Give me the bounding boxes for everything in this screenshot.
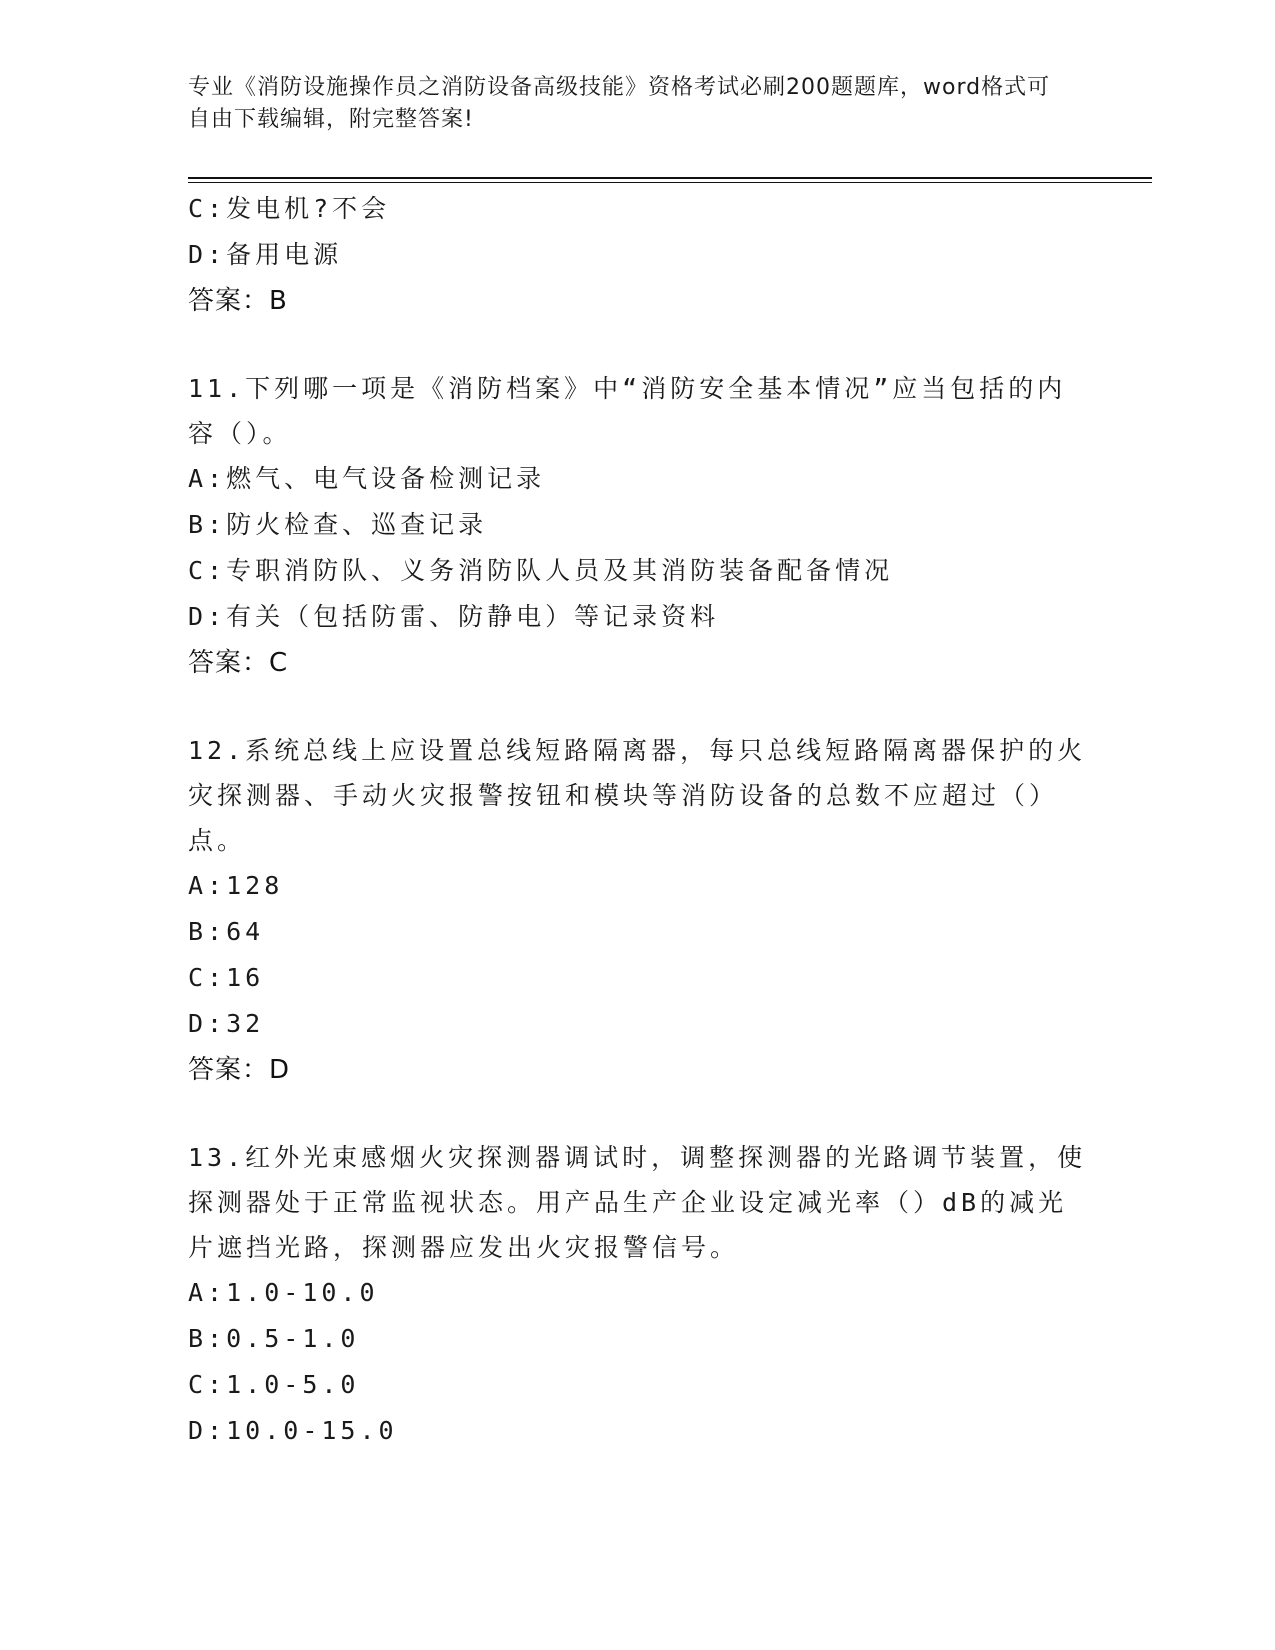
option-label: B:: [188, 1324, 227, 1353]
option-text: 发电机?不会: [226, 194, 391, 223]
option-b: [188, 502, 1088, 548]
question-content: [188, 186, 1088, 1454]
option-label: B:: [188, 917, 227, 946]
option-text: 备用电源: [226, 240, 343, 269]
option-label: D:: [188, 1416, 227, 1445]
option-label: D:: [188, 240, 227, 269]
option-a: [188, 1270, 1088, 1316]
option-c: [188, 548, 1088, 594]
option-a: [188, 863, 1088, 909]
option-a: [188, 456, 1088, 502]
document-header: 专业《消防设施操作员之消防设备高级技能》资格考试必刷200题题库，word格式可自由下载编辑，附完整答案!: [188, 75, 1051, 132]
question-stem: 11.下列哪一项是《消防档案》中“消防安全基本情况”应当包括的内容（）。: [188, 374, 1067, 448]
option-d: [188, 594, 1088, 640]
option-label: C:: [188, 194, 227, 223]
answer-line: 答案：C: [188, 648, 289, 678]
question-stem: 13.红外光束感烟火灾探测器调试时，调整探测器的光路调节装置，使探测器处于正常监视状态。用产品生产企业设定减光率（）dB的减光片遮挡光路，探测器应发出火灾报警信号。: [188, 1143, 1087, 1262]
option-d: [188, 232, 1088, 278]
question-stem: 12.系统总线上应设置总线短路隔离器，每只总线短路隔离器保护的火灾探测器、手动火灾报警按钮和模块等消防设备的总数不应超过（）点。: [188, 736, 1087, 855]
option-text: 0.5-1.0: [226, 1324, 360, 1353]
header-rule-thick: [188, 177, 1152, 179]
option-c: [188, 186, 1088, 232]
option-text: 专职消防队、义务消防队人员及其消防装备配备情况: [226, 556, 894, 585]
option-label: D:: [188, 1009, 227, 1038]
option-label: C:: [188, 963, 227, 992]
option-d: [188, 1408, 1088, 1454]
option-text: 32: [226, 1009, 265, 1038]
option-c: [188, 955, 1088, 1001]
option-text: 64: [226, 917, 265, 946]
option-text: 有关（包括防雷、防静电）等记录资料: [226, 602, 720, 631]
answer-line: 答案：D: [188, 1055, 291, 1085]
option-label: A:: [188, 464, 227, 493]
option-b: [188, 1316, 1088, 1362]
option-label: B:: [188, 510, 227, 539]
option-label: C:: [188, 556, 227, 585]
option-label: A:: [188, 871, 227, 900]
option-text: 防火检查、巡查记录: [226, 510, 488, 539]
option-text: 128: [226, 871, 284, 900]
option-label: A:: [188, 1278, 227, 1307]
option-text: 1.0-5.0: [226, 1370, 360, 1399]
option-label: D:: [188, 602, 227, 631]
option-text: 燃气、电气设备检测记录: [226, 464, 546, 493]
option-text: 16: [226, 963, 265, 992]
option-label: C:: [188, 1370, 227, 1399]
option-text: 1.0-10.0: [226, 1278, 379, 1307]
option-d: [188, 1001, 1088, 1047]
option-c: [188, 1362, 1088, 1408]
option-b: [188, 909, 1088, 955]
answer-line: 答案：B: [188, 286, 288, 316]
header-rule-thin: [188, 182, 1152, 183]
option-text: 10.0-15.0: [226, 1416, 398, 1445]
